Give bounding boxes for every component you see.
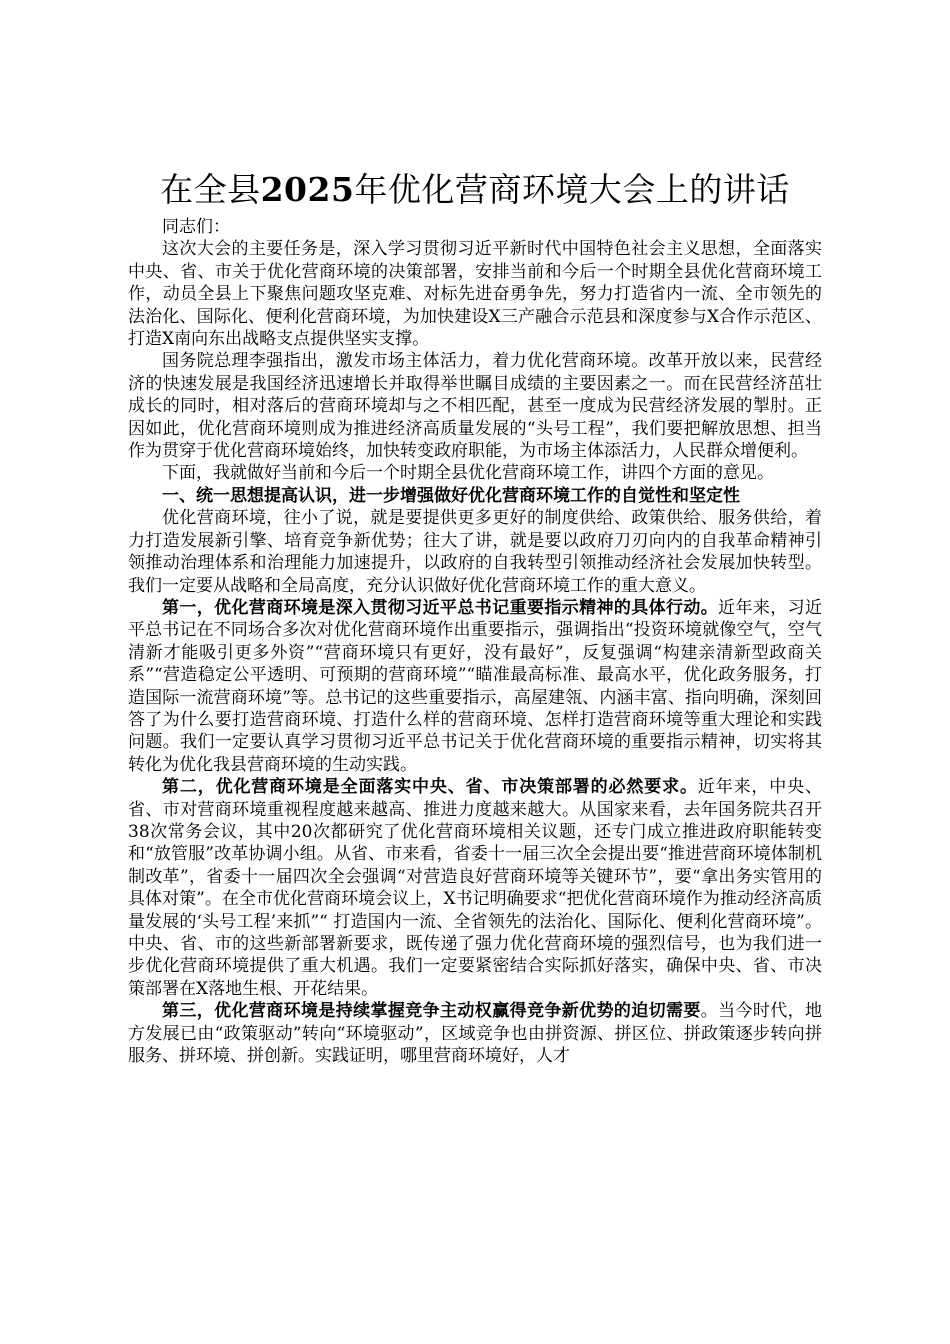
point-3-lead: 第三，优化营商环境是持续掌握竞争主动权赢得竞争新优势的迫切需要 <box>162 1001 701 1022</box>
paragraph-intro-3: 下面，我就做好当前和今后一个时期全县优化营商环境工作，讲四个方面的意见。 <box>162 463 774 484</box>
paragraph-intro-1: 这次大会的主要任务是，深入学习贯彻习近平新时代中国特色社会主义思想，全面落实中央、省、市关于优化营商环境的决策部署，安排当前和今后一个时期全县优化营商环境工作，动员全县上下聚焦问题攻坚克难、对标先进奋勇争先，努力打造省内一流、全市领先的法治化、国际化、便利化营商环境，为加快建设X三产融合示范县和深度参与X合作示范区、打造X南向东出战略支点提供坚实支撑。 <box>128 239 822 350</box>
title-year: 2025 <box>260 170 355 209</box>
document-page <box>128 168 822 1067</box>
greeting: 同志们： <box>162 217 230 237</box>
document-title <box>128 168 822 212</box>
point-3-text: 。当今时代，地方发展已由“政策驱动”转向“环境驱动”，区域竞争也由拼资源、拼区位、拼政策逐步转向拼服务、拼环境、拼创新。实践证明，哪里营商环境好，人才 <box>128 1001 823 1067</box>
point-1-paragraph <box>128 597 822 776</box>
point-2-lead: 第二，优化营商环境是全面落实中央、省、市决策部署的必然要求。 <box>162 777 698 798</box>
title-post: 年优化营商环境大会上的讲话 <box>354 170 790 209</box>
point-1-lead: 第一，优化营商环境是深入贯彻习近平总书记重要指示精神的具体行动。 <box>162 597 719 618</box>
point-2-paragraph <box>128 776 822 1000</box>
point-2-text: 近年来，中央、省、市对营商环境重视程度越来越高、推进力度越来越大。从国家来看，去年国务院共召开38次常务会议，其中20次都研究了优化营商环境相关议题，还专门成立推进政府职能转变和“放管服”改革协调小组。从省、市来看，省委十一届三次全会提出要“推进营商环境体制机制改革”，省委十一届四次全会强调“对营造良好营商环境等关键环节”，要“拿出务实管用的具体对策”。在全市优化营商环境会议上，X书记明确要求“把优化营商环境作为推动经济高质量发展的‘头号工程’来抓”“ 打造国内一流、全省领先的法治化、国际化、便利化营商环境”。中央、省、市的这些新部署新要求，既传递了强力优化营商环境的强烈信号，也为我们进一步优化营商环境提供了重大机遇。我们一定要紧密结合实际抓好落实，确保中央、省、市决策部署在X落地生根、开花结果。 <box>128 777 823 999</box>
section-1-heading: 一、统一思想提高认识，进一步增强做好优化营商环境工作的自觉性和坚定性 <box>162 485 740 506</box>
point-1-text: 近年来，习近平总书记在不同场合多次对优化营商环境作出重要指示，强调指出“投资环境就像空气，空气清新才能吸引更多外资”“营商环境只有更好，没有最好”，反复强调“构建亲清新型政商关系”“营造稳定公平透明、可预期的营商环境”“瞄准最高标准、最高水平，优化政务服务，打造国际一流营商环境”等。总书记的这些重要指示，高屋建瓴、内涵丰富、指向明确，深刻回答了为什么要打造营商环境、打造什么样的营商环境、怎样打造营商环境等重大理论和实践问题。我们一定要认真学习贯彻习近平总书记关于优化营商环境的重要指示精神，切实将其转化为优化我县营商环境的生动实践。 <box>128 597 823 775</box>
point-3-paragraph <box>128 1000 822 1067</box>
title-pre: 在全县 <box>160 170 261 209</box>
section-1-paragraph: 优化营商环境，往小了说，就是要提供更多更好的制度供给、政策供给、服务供给，着力打造发展新引擎、培育竞争新优势；往大了讲，就是要以政府刀刃向内的自我革命精神引领推动治理体系和治理能力加速提升，以政府的自我转型引领推动经济社会发展加快转型。我们一定要从战略和全局高度，充分认识做好优化营商环境工作的重大意义。 <box>128 508 822 596</box>
paragraph-intro-2: 国务院总理李强指出，激发市场主体活力，着力优化营商环境。改革开放以来，民营经济的快速发展是我国经济迅速增长并取得举世瞩目成绩的主要因素之一。而在民营经济茁壮成长的同时，相对落后的营商环境却与之不相匹配，甚至一度成为民营经济发展的掣肘。正因如此，优化营商环境则成为推进经济高质量发展的“头号工程”，我们要把解放思想、担当作为贯穿于优化营商环境始终，加快转变政府职能，为市场主体添活力，人民群众增便利。 <box>128 351 822 462</box>
